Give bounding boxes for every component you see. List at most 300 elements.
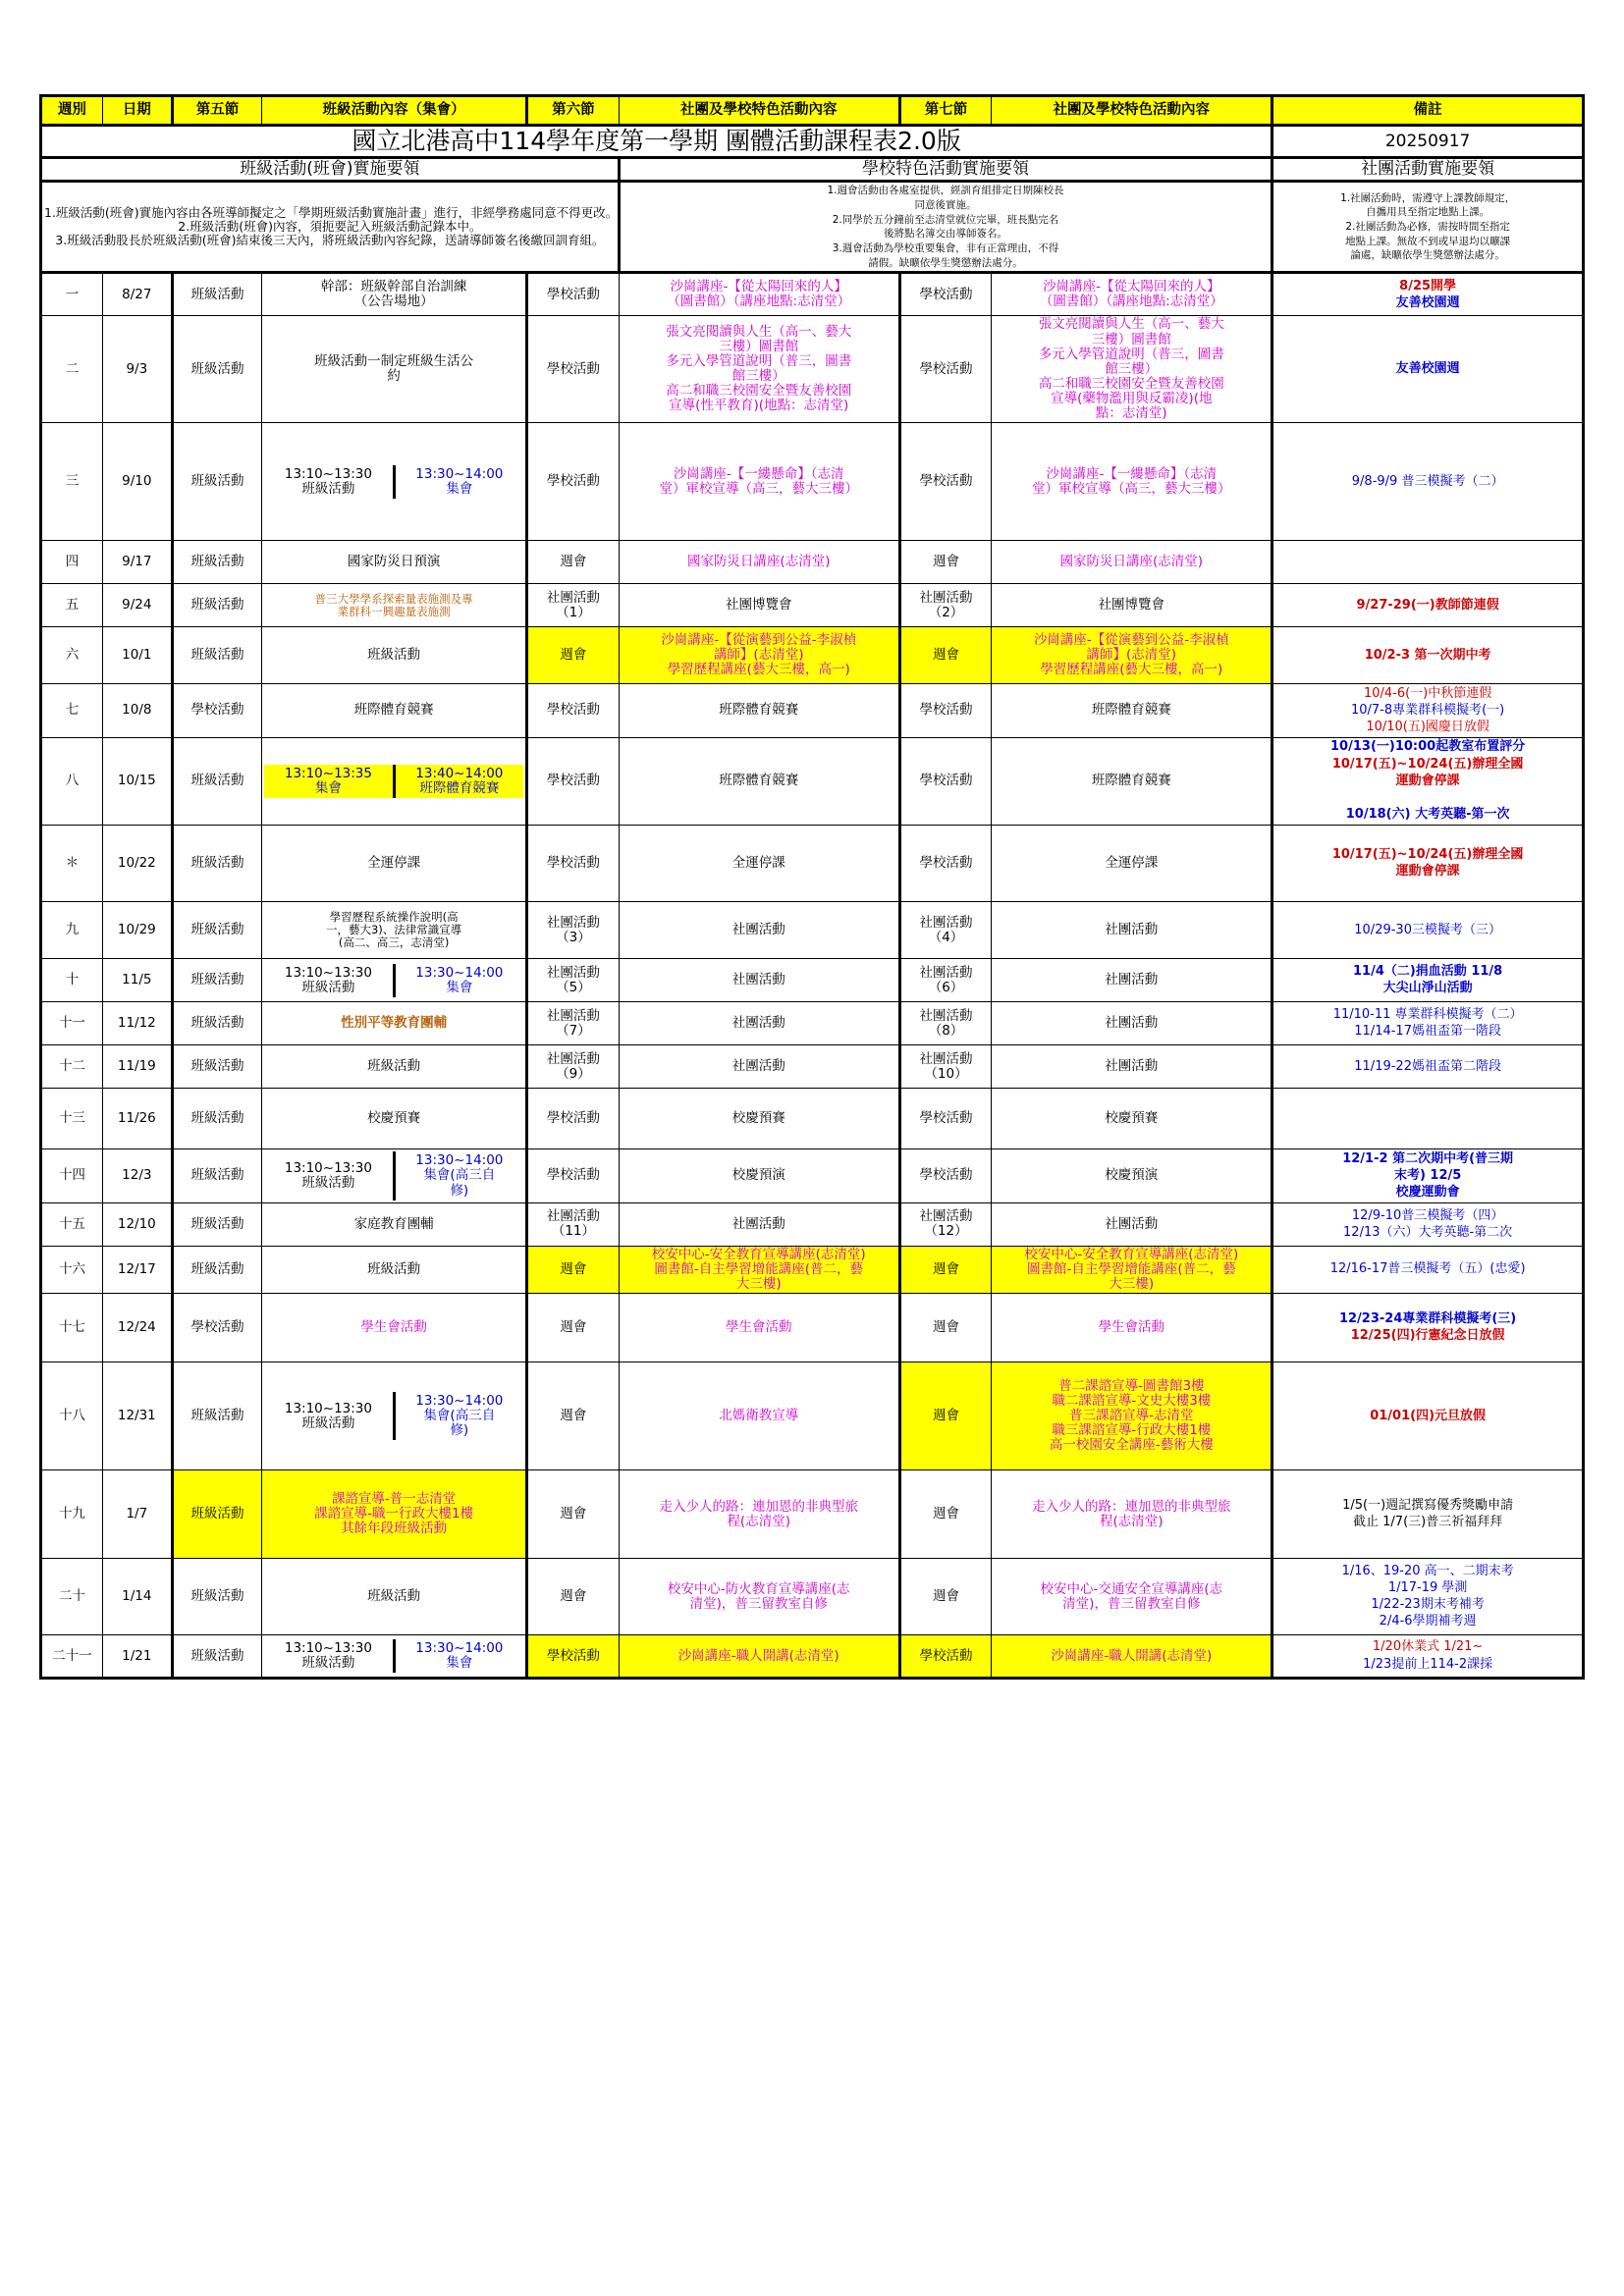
remark-line: 10/2-3 第一次期中考 [1364,647,1491,663]
remark-line: 10/17(五)~10/24(五)辦理全國 [1331,756,1524,772]
week-number: 一 [41,273,103,316]
split-left-text [264,966,392,995]
text-line: 班級活動 [301,480,355,497]
p7-activity-content [992,541,1272,584]
text-line: 學校活動 [919,360,973,377]
text-line: 社團活動 [546,914,600,931]
text-line: 張文亮閱讀與人生（高一、藝大 [1038,316,1224,333]
row-date: 9/3 [102,316,172,423]
period5-label: 班級活動 [172,737,261,825]
remark-line: 9/8-9/9 普三模擬考（二） [1351,473,1504,489]
text-line: 學校活動 [546,773,600,789]
week-number: 十四 [41,1149,103,1203]
week-number: 十八 [41,1362,103,1470]
text-line: 社團活動 [919,589,973,606]
table-row [41,1470,1584,1559]
remark-line: 12/13（六）大考英聽-第二次 [1343,1224,1513,1240]
section-header-club-activity: 社團活動實施要領 [1272,158,1584,182]
text-line: 沙崗講座-【一縷懸命】（志清 [673,465,844,482]
text-line: 圖書館-自主學習增能講座(普二，藝 [654,1261,864,1278]
col-period6: 第六節 [527,96,620,126]
text-line: 修) [450,1422,469,1439]
date-stamp: 20250917 [1272,126,1584,158]
period6-label [527,316,620,423]
p6-content-text [622,1582,896,1612]
text-line: 講師】(志清堂) [1086,647,1177,664]
p6-content-text [622,973,896,988]
remark-cell [1272,959,1584,1002]
p7-content-text [994,856,1269,871]
remark-line: 運動會停課 [1395,864,1460,880]
text-line: 社團活動 [546,1208,600,1225]
text-line: 集會(高三自 [423,1167,496,1184]
p6-activity-content [619,627,899,684]
p7-content-text [994,923,1269,937]
text-line: 週會 [933,554,960,570]
p6-content-text [622,1168,896,1183]
table-row [41,684,1584,738]
split-right [396,1639,523,1673]
remark-line: 12/25(四)行憲紀念日放假 [1350,1328,1505,1344]
section-header-school-feature: 學校特色活動實施要領 [619,158,1272,182]
split-right-text [396,767,523,796]
table-row [41,423,1584,541]
week-number: 二 [41,316,103,423]
text-line: 社團活動 [731,1215,785,1232]
row-date: 9/17 [102,541,172,584]
period7-label [899,1635,992,1679]
class-content-text [264,703,523,718]
split-left-text [264,1402,392,1431]
text-line: 13:30~14:00 [415,1393,504,1410]
remark-cell [1272,902,1584,959]
table-row [41,273,1584,316]
p7-activity-content [992,684,1272,738]
split-right-text [396,1153,523,1198]
class-activity-content [262,1089,527,1149]
table-row [41,541,1584,584]
text-line: 一，藝大3)、法律常識宣導 [325,923,462,937]
class-content-text [264,1262,523,1277]
split-left [264,465,395,499]
p6-content-text [622,1409,896,1423]
period7-label [899,826,992,902]
text-line: 集會 [314,780,342,797]
text-line: 班級活動一制定班級生活公 [314,353,474,370]
p6-activity-content [619,1002,899,1045]
split-left [264,1151,395,1200]
text-line: 13:30~14:00 [415,964,504,981]
text-line: 沙崗講座-【從演藝到公益-李淑楨 [1033,631,1229,648]
remark-cell [1272,541,1584,584]
text-line: 校慶預賽 [367,1110,421,1127]
class-activity-content [262,584,527,627]
p7-activity-content [992,737,1272,825]
week-number: 六 [41,627,103,684]
p6-activity-content [619,584,899,627]
class-activity-content [262,316,527,423]
row-date: 9/24 [102,584,172,627]
p6-content-text [622,923,896,937]
text-line: 講師】(志清堂) [713,647,804,664]
p6-content-text [622,1059,896,1074]
text-line: 高二和職三校園安全暨友善校園 [1038,375,1224,392]
p6-activity-content [619,273,899,316]
remark-line: 1/17-19 學測 [1387,1579,1468,1595]
text-line: 圖書館-自主學習增能講座(普二，藝 [1026,1261,1236,1278]
p7-activity-content [992,1294,1272,1362]
remark-line [1275,554,1580,570]
row-date: 10/1 [102,627,172,684]
text-line: 學校活動 [546,286,600,302]
remark-content [1275,1110,1580,1127]
p6-activity-content [619,1246,899,1293]
text-line: 班際體育競賽 [1091,773,1171,789]
p6-activity-content [619,902,899,959]
guideline-line: 3.週會活動為學校重要集會，非有正當理由，不得 [832,242,1059,255]
remark-cell [1272,423,1584,541]
remark-cell [1272,1246,1584,1293]
remark-content [1275,1261,1580,1278]
guideline-line: 論處，缺曠依學生獎懲辦法處分。 [1350,249,1505,262]
period6-label [527,584,620,627]
class-content-text [264,354,523,384]
text-line: 修) [450,1182,469,1199]
text-line: 沙崗講座-職人開講(志清堂) [677,1647,839,1664]
split-right [396,964,523,997]
week-number: ＊ [41,826,103,902]
period6-label [527,1149,620,1203]
text-line: 普二課諮宣導-圖書館3樓 [1058,1377,1205,1394]
guideline-line: 1.週會活動由各處室提供，經訓育組排定日期陳校長 [827,185,1064,197]
text-line: （4） [928,929,964,945]
text-line: 沙崗講座-職人開講(志清堂) [1051,1647,1213,1664]
class-activity-content [262,1470,527,1559]
row-date: 1/14 [102,1559,172,1635]
text-line: 13:10~13:30 [284,964,372,981]
week-number: 五 [41,584,103,627]
period5-label: 班級活動 [172,1362,261,1470]
p7-activity-content [992,1559,1272,1635]
text-line: 社團活動 [1105,972,1159,988]
remark-line: 友善校園週 [1395,361,1460,377]
table-row [41,1202,1584,1246]
split-cell [264,465,523,499]
period6-label [527,541,620,584]
class-activity-content [262,1294,527,1362]
p6-content-text [622,1500,896,1529]
text-line: 社團活動 [546,1007,600,1024]
remark-line: 1/5(一)週記撰寫優秀獎勵申請 [1342,1497,1514,1513]
week-number: 十九 [41,1470,103,1559]
text-line: 走入少人的路：連加恩的非典型旅 [659,1498,858,1515]
text-line: （9） [556,1065,591,1082]
period7-label [899,1149,992,1203]
text-line: 13:40~14:00 [415,765,504,781]
remark-content [1275,1497,1580,1531]
class-activity-content [262,1362,527,1470]
text-line: （3） [556,929,591,945]
split-cell [264,1392,523,1440]
text-line: 多元入學管道說明（普三，圖書 [1038,346,1224,362]
text-line: 社團活動 [919,1208,973,1225]
text-line: 國家防災日講座(志清堂) [686,554,831,570]
table-row [41,1045,1584,1089]
remark-line: 截止 1/7(三)普三祈福拜拜 [1353,1515,1503,1530]
period7-label [899,684,992,738]
p7-activity-content [992,1470,1272,1559]
remark-line: 10/13(一)10:00起教室布置評分 [1330,739,1526,755]
row-date: 12/31 [102,1362,172,1470]
remark-cell [1272,1635,1584,1679]
remark-content [1275,597,1580,614]
p7-activity-content [992,1635,1272,1679]
guideline-line: 請假。缺曠依學生獎懲辦法處分。 [868,256,1023,269]
p6-content-text [622,1320,896,1335]
remark-cell [1272,1089,1584,1149]
split-left [264,1639,395,1673]
row-date: 11/19 [102,1045,172,1089]
col-p7-content: 社團及學校特色活動內容 [992,96,1272,126]
week-number: 十七 [41,1294,103,1362]
text-line: 週會 [933,1506,960,1522]
text-line: 週會 [933,1261,960,1278]
class-content-text [264,280,523,309]
text-line: 程(志清堂) [727,1513,790,1529]
period6-label [527,826,620,902]
class-activity-content [262,1202,527,1246]
text-line: 學校活動 [546,473,600,490]
row-date: 12/3 [102,1149,172,1203]
remark-line: 10/7-8專業群科模擬考(一) [1350,702,1505,718]
text-line: （2） [928,604,964,620]
table-row [41,1635,1584,1679]
remark-line: 運動會停課 [1395,773,1460,788]
remark-line [1275,790,1580,807]
period5-label: 班級活動 [172,1002,261,1045]
guideline-line: 自攜用具至指定地點上課。 [1366,206,1490,219]
remark-line: 12/23-24專業群科模擬考(三) [1338,1310,1517,1326]
split-left-text [264,1161,392,1191]
split-left-text [264,767,392,796]
remark-content [1275,1563,1580,1630]
p7-content-text [994,1320,1269,1335]
class-content-text [264,555,523,569]
p6-activity-content [619,1149,899,1203]
p7-activity-content [992,1362,1272,1470]
guideline-line: 2.班級活動(班會)內容，須扼要記入班級活動記錄本中。 [178,219,482,235]
text-line: 沙崗講座-【一縷懸命】（志清 [1046,465,1218,482]
column-header-row [41,96,1584,126]
text-line: 社團活動 [1105,1215,1159,1232]
remark-line: 12/9-10普三模擬考（四） [1351,1207,1504,1223]
period7-label [899,959,992,1002]
text-line: 學校活動 [546,1647,600,1664]
p6-activity-content [619,826,899,902]
text-line: 普三課諮宣導-志清堂 [1069,1408,1194,1424]
text-line: 週會 [560,1408,587,1424]
period5-label: 班級活動 [172,1149,261,1203]
p7-content-text [994,1500,1269,1529]
row-date: 12/17 [102,1246,172,1293]
row-date: 12/10 [102,1202,172,1246]
text-line: 普三大學學系探索量表施測及專 [314,591,473,606]
remark-content [1275,846,1580,881]
remark-content [1275,1006,1580,1041]
row-date: 11/26 [102,1089,172,1149]
p7-content-text [994,1379,1269,1454]
table-row [41,1246,1584,1293]
p6-activity-content [619,1635,899,1679]
class-activity-content [262,1559,527,1635]
period7-label [899,1202,992,1246]
text-line: 幹部：班級幹部自治訓練 [320,279,467,295]
text-line: 課諮宣導-職一行政大樓1樓 [314,1506,474,1522]
text-line: 家庭教育團輔 [353,1215,434,1232]
remark-content [1275,473,1580,490]
remark-content [1275,1150,1580,1201]
text-line: 集會 [446,480,473,497]
p6-content-text [622,1217,896,1232]
row-date: 10/8 [102,684,172,738]
text-line: 學習歷程講座(藝大三樓，高一) [1040,662,1223,678]
remark-cell [1272,1559,1584,1635]
class-content-text [264,1320,523,1335]
period6-label [527,273,620,316]
table-row [41,584,1584,627]
text-line: 學校活動 [919,1167,973,1184]
split-left-text [264,1641,392,1671]
class-activity-content [262,902,527,959]
table-row [41,959,1584,1002]
remark-cell [1272,316,1584,423]
class-activity-content [262,737,527,825]
class-activity-content [262,541,527,584]
table-row [41,826,1584,902]
p6-activity-content [619,1470,899,1559]
text-line: （圖書館）（講座地點:志清堂） [667,294,851,310]
text-line: 班際體育競賽 [719,773,799,789]
text-line: 館三樓） [1105,360,1159,377]
remark-line: 8/25開學 [1399,278,1457,294]
remark-line: 11/4（二)捐血活動 11/8 [1352,963,1503,979]
p6-activity-content [619,1045,899,1089]
p6-content-text [622,598,896,613]
text-line: 社團活動 [919,964,973,981]
table-row [41,737,1584,825]
text-line: （12） [924,1223,968,1240]
text-line: 三樓）圖書館 [1091,331,1171,347]
period5-label: 班級活動 [172,1202,261,1246]
row-date: 10/22 [102,826,172,902]
table-row [41,1294,1584,1362]
period7-label [899,737,992,825]
p6-activity-content [619,959,899,1002]
p6-content-text [622,1111,896,1126]
class-activity-content [262,423,527,541]
remark-line: 1/22-23期末考補考 [1371,1597,1485,1613]
text-line: 全運停課 [367,855,421,872]
text-line: 週會 [560,1588,587,1605]
text-line: 週會 [933,647,960,664]
text-line: 校安中心-安全教育宣導講座(志清堂) [1024,1246,1239,1262]
p7-content-text [994,598,1269,613]
p7-content-text [994,317,1269,421]
text-line: 週會 [560,1319,587,1336]
period5-label: 班級活動 [172,1635,261,1679]
text-line: 宣導(性平教育)(地點：志清堂) [669,398,849,414]
text-line: 堂）軍校宣導（高三，藝大三樓） [1032,480,1231,497]
text-line: 校慶預賽 [731,1110,785,1127]
p6-activity-content [619,316,899,423]
p6-activity-content [619,1202,899,1246]
class-content-text [264,1016,523,1031]
remark-content [1275,1408,1580,1424]
week-number: 十一 [41,1002,103,1045]
p7-content-text [994,1168,1269,1183]
text-line: 班級活動 [367,647,421,664]
week-number: 三 [41,423,103,541]
period6-label [527,1002,620,1045]
period5-label: 班級活動 [172,1045,261,1089]
row-date: 1/7 [102,1470,172,1559]
remark-cell [1272,1470,1584,1559]
remark-line: 2/4-6學期補考週 [1379,1614,1477,1629]
guidelines-school-feature [619,182,1272,273]
period7-label [899,273,992,316]
text-line: 週會 [933,1408,960,1424]
class-content-text [264,1059,523,1074]
class-content-text [264,1492,523,1536]
period5-label: 班級活動 [172,1559,261,1635]
remark-content [1275,278,1580,312]
class-activity-content [262,273,527,316]
text-line: 社團活動 [919,914,973,931]
p7-content-text [994,1111,1269,1126]
week-number: 十三 [41,1089,103,1149]
period5-label: 班級活動 [172,1470,261,1559]
text-line: 班級活動 [301,979,355,995]
text-line: 13:30~14:00 [415,1152,504,1169]
text-line: 週會 [933,1319,960,1336]
class-activity-content [262,1149,527,1203]
text-line: 學習歷程講座(藝大三樓，高一) [667,662,850,678]
class-activity-content [262,684,527,738]
class-content-text [264,1111,523,1126]
text-line: 社團活動 [731,1015,785,1032]
text-line: 沙崗講座-【從太陽回來的人】 [670,279,847,295]
p7-activity-content [992,1246,1272,1293]
text-line: 校安中心-交通安全宣導講座(志 [1040,1580,1223,1597]
row-date: 10/15 [102,737,172,825]
text-line: 高二和職三校園安全暨友善校園 [666,383,852,400]
text-line: 全運停課 [731,855,785,872]
text-line: 其餘年段班級活動 [341,1521,448,1537]
remark-line: 友善校園週 [1395,294,1460,310]
text-line: 課諮宣導-普一志清堂 [331,1491,457,1508]
period5-label: 學校活動 [172,684,261,738]
period5-label: 班級活動 [172,584,261,627]
class-activity-content [262,1246,527,1293]
p7-activity-content [992,959,1272,1002]
text-line: 社團活動 [919,1050,973,1067]
text-line: 程(志清堂) [1100,1513,1164,1529]
text-line: 學校活動 [546,702,600,719]
split-right [396,765,523,798]
p7-content-text [994,1248,1269,1292]
p6-content-text [622,1016,896,1031]
col-week: 週別 [41,96,103,126]
